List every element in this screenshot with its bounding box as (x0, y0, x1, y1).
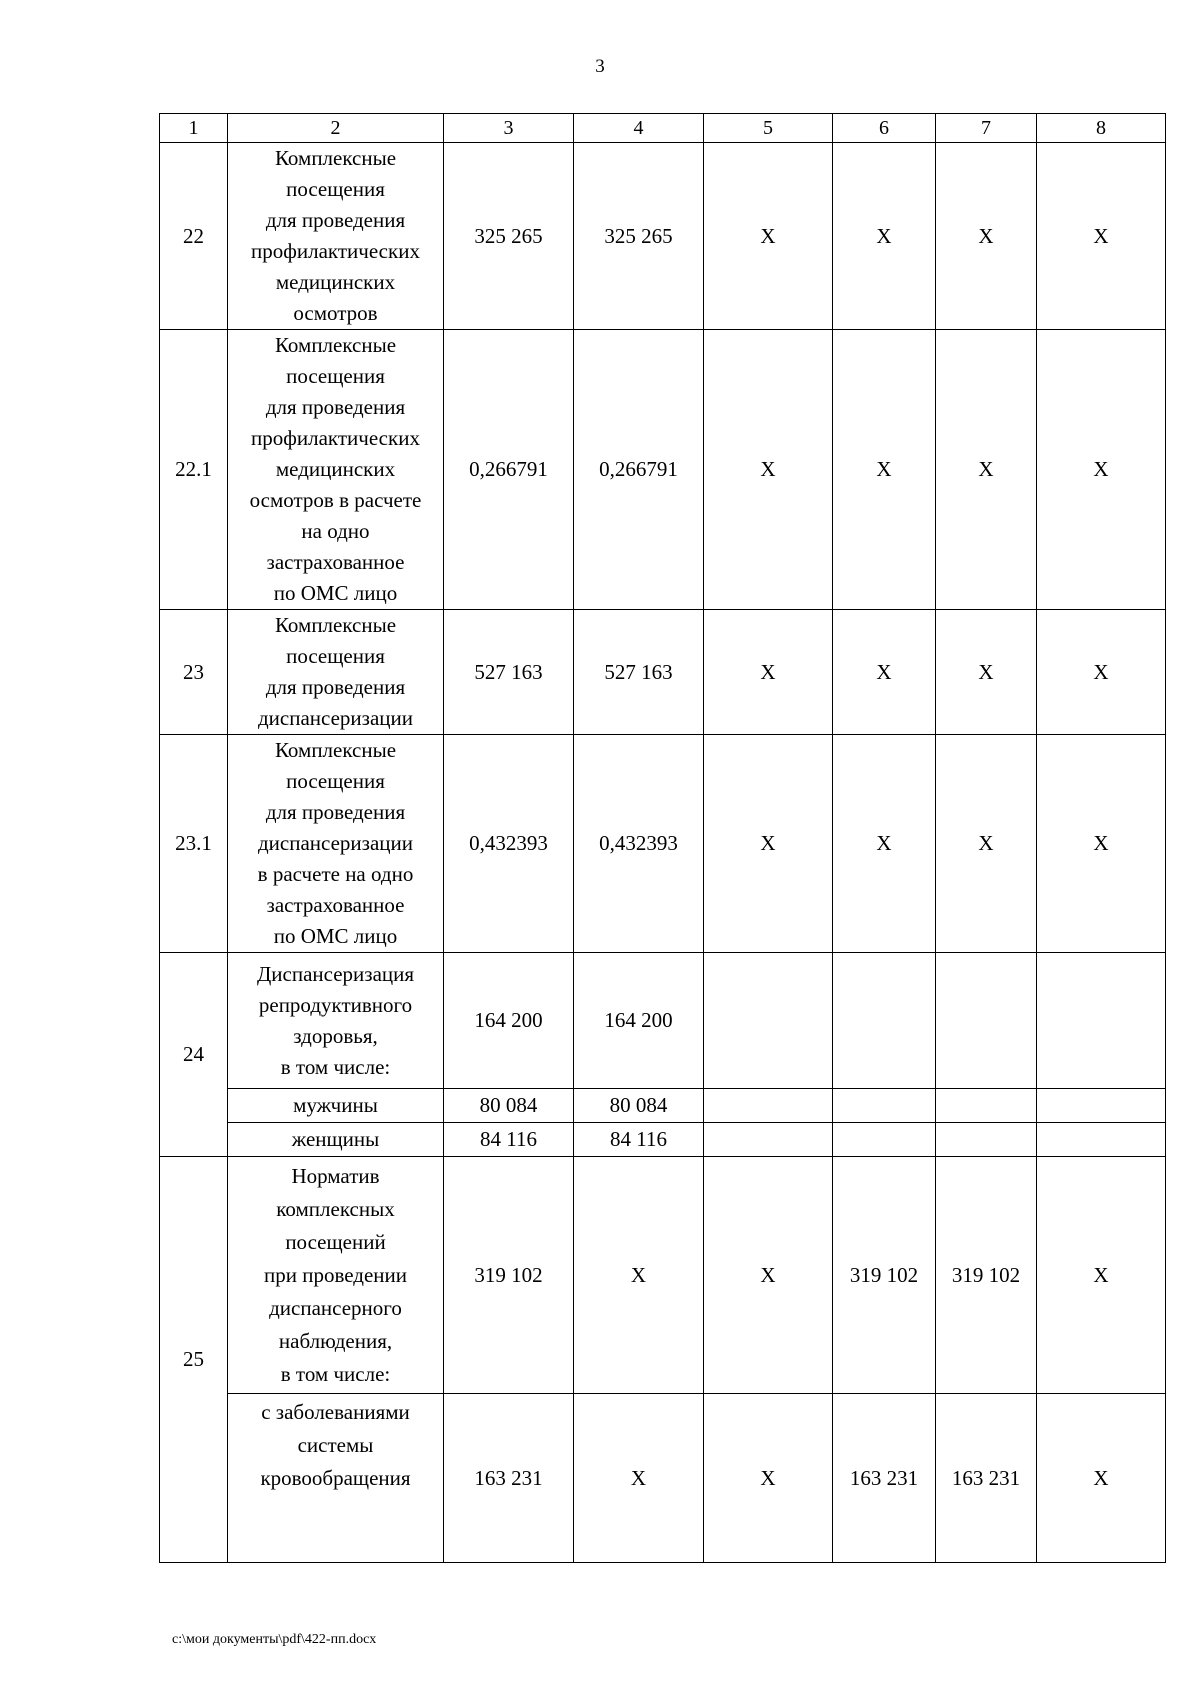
name-line: осмотров в расчете (249, 488, 422, 512)
name-line: посещения (286, 769, 385, 793)
cell-col6: 163 231 (833, 1394, 936, 1563)
page-number: 3 (595, 56, 605, 77)
name-line: комплексных (276, 1196, 395, 1221)
cell-col5: Х (704, 735, 833, 953)
cell-col5: Х (704, 330, 833, 610)
name-line: в том числе: (280, 1361, 391, 1386)
row-number: 22.1 (160, 330, 228, 610)
name-line: диспансеризации (257, 831, 413, 855)
cell-col8: Х (1037, 143, 1166, 330)
cell-col3: 80 084 (444, 1089, 574, 1123)
cell-col8 (1037, 1089, 1166, 1123)
cell-col7 (936, 1089, 1037, 1123)
cell-col7: Х (936, 610, 1037, 735)
name-line: здоровья, (293, 1023, 378, 1048)
table-row-23 (160, 610, 1166, 735)
cell-col7: Х (936, 330, 1037, 610)
cell-col4: Х (574, 1394, 704, 1563)
name-line: Комплексные (274, 333, 397, 357)
cell-col5: Х (704, 143, 833, 330)
cell-col3: 163 231 (444, 1394, 574, 1563)
name-line: медицинских (275, 270, 396, 294)
cell-col8: Х (1037, 610, 1166, 735)
cell-col7: 319 102 (936, 1157, 1037, 1394)
name-line: посещения (286, 177, 385, 201)
name-line: по ОМС лицо (273, 924, 398, 948)
row-name: женщины (228, 1123, 444, 1157)
row-name (228, 330, 444, 610)
name-line: репродуктивного (258, 992, 413, 1017)
cell-col6 (833, 1123, 936, 1157)
cell-col3: 0,432393 (444, 735, 574, 953)
name-line: при проведении (263, 1262, 408, 1287)
header-cell: 8 (1037, 114, 1166, 143)
name-line: по ОМС лицо (273, 581, 398, 605)
table-row-23-1 (160, 735, 1166, 953)
row-name (228, 143, 444, 330)
cell-col4: 0,432393 (574, 735, 704, 953)
cell-col7 (936, 953, 1037, 1089)
name-line: для проведения (265, 675, 406, 699)
row-name (228, 953, 444, 1089)
cell-col3: 325 265 (444, 143, 574, 330)
cell-col4: 325 265 (574, 143, 704, 330)
cell-col4: Х (574, 1157, 704, 1394)
name-line: посещения (286, 364, 385, 388)
cell-col6 (833, 953, 936, 1089)
footer-file-path: c:\мои документы\pdf\422-пп.docx (172, 1632, 377, 1647)
header-row (160, 114, 1166, 143)
row-name (228, 1394, 444, 1563)
cell-col5: Х (704, 1394, 833, 1563)
cell-col7 (936, 1123, 1037, 1157)
table-row-22 (160, 143, 1166, 330)
name-line: посещения (286, 644, 385, 668)
row-number: 25 (160, 1157, 228, 1563)
header-cell: 7 (936, 114, 1037, 143)
name-line: Норматив (291, 1163, 380, 1188)
cell-col5 (704, 953, 833, 1089)
row-number: 23.1 (160, 735, 228, 953)
cell-col4: 164 200 (574, 953, 704, 1089)
cell-col7: 163 231 (936, 1394, 1037, 1563)
name-line: в том числе: (280, 1054, 391, 1079)
table-subrow-circulatory (160, 1394, 1166, 1563)
cell-col8: Х (1037, 330, 1166, 610)
row-name (228, 735, 444, 953)
cell-col5 (704, 1123, 833, 1157)
cell-col8: Х (1037, 1157, 1166, 1394)
cell-col8 (1037, 1123, 1166, 1157)
header-cell: 5 (704, 114, 833, 143)
cell-col6: Х (833, 330, 936, 610)
row-number: 24 (160, 953, 228, 1157)
cell-col6: Х (833, 610, 936, 735)
cell-col8: Х (1037, 735, 1166, 953)
row-name (228, 1157, 444, 1394)
name-line: для проведения (265, 208, 406, 232)
name-line: Комплексные (274, 738, 397, 762)
header-cell: 4 (574, 114, 704, 143)
row-number: 22 (160, 143, 228, 330)
row-number: 23 (160, 610, 228, 735)
cell-col6: Х (833, 143, 936, 330)
data-table (159, 113, 1166, 1563)
table-row-24 (160, 953, 1166, 1089)
name-line: для проведения (265, 800, 406, 824)
header-cell: 2 (228, 114, 444, 143)
cell-col7: Х (936, 143, 1037, 330)
name-line: профилактических (251, 239, 420, 263)
cell-col5: Х (704, 610, 833, 735)
header-cell: 3 (444, 114, 574, 143)
header-cell: 6 (833, 114, 936, 143)
row-name: мужчины (228, 1089, 444, 1123)
cell-col3: 0,266791 (444, 330, 574, 610)
cell-col7: Х (936, 735, 1037, 953)
name-line: в расчете на одно (257, 862, 414, 886)
name-line: системы (297, 1433, 374, 1457)
name-line: Комплексные (274, 146, 397, 170)
cell-col3: 319 102 (444, 1157, 574, 1394)
name-line: осмотров (293, 301, 378, 325)
cell-col5: Х (704, 1157, 833, 1394)
name-line: кровообращения (260, 1466, 411, 1490)
header-cell: 1 (160, 114, 228, 143)
name-line: застрахованное (266, 893, 405, 917)
table-subrow-men (160, 1089, 1166, 1123)
cell-col4: 84 116 (574, 1123, 704, 1157)
name-line: профилактических (251, 426, 420, 450)
name-line: посещений (285, 1229, 386, 1254)
cell-col3: 84 116 (444, 1123, 574, 1157)
name-line: на одно (301, 519, 370, 543)
name-line: для проведения (265, 395, 406, 419)
row-name (228, 610, 444, 735)
table-subrow-women (160, 1123, 1166, 1157)
cell-col3: 164 200 (444, 953, 574, 1089)
cell-col8: Х (1037, 1394, 1166, 1563)
name-line: Комплексные (274, 613, 397, 637)
table-row-22-1 (160, 330, 1166, 610)
name-line: диспансеризации (257, 706, 413, 730)
name-line: Диспансеризация (256, 961, 415, 986)
name-line: застрахованное (266, 550, 405, 574)
name-line: с заболеваниями (261, 1400, 410, 1424)
cell-col6 (833, 1089, 936, 1123)
name-line: медицинских (275, 457, 396, 481)
cell-col6: 319 102 (833, 1157, 936, 1394)
table-row-25 (160, 1157, 1166, 1394)
cell-col3: 527 163 (444, 610, 574, 735)
cell-col4: 0,266791 (574, 330, 704, 610)
cell-col5 (704, 1089, 833, 1123)
name-line: наблюдения, (278, 1328, 393, 1353)
cell-col6: Х (833, 735, 936, 953)
cell-col8 (1037, 953, 1166, 1089)
cell-col4: 80 084 (574, 1089, 704, 1123)
name-line: диспансерного (269, 1295, 402, 1320)
cell-col4: 527 163 (574, 610, 704, 735)
